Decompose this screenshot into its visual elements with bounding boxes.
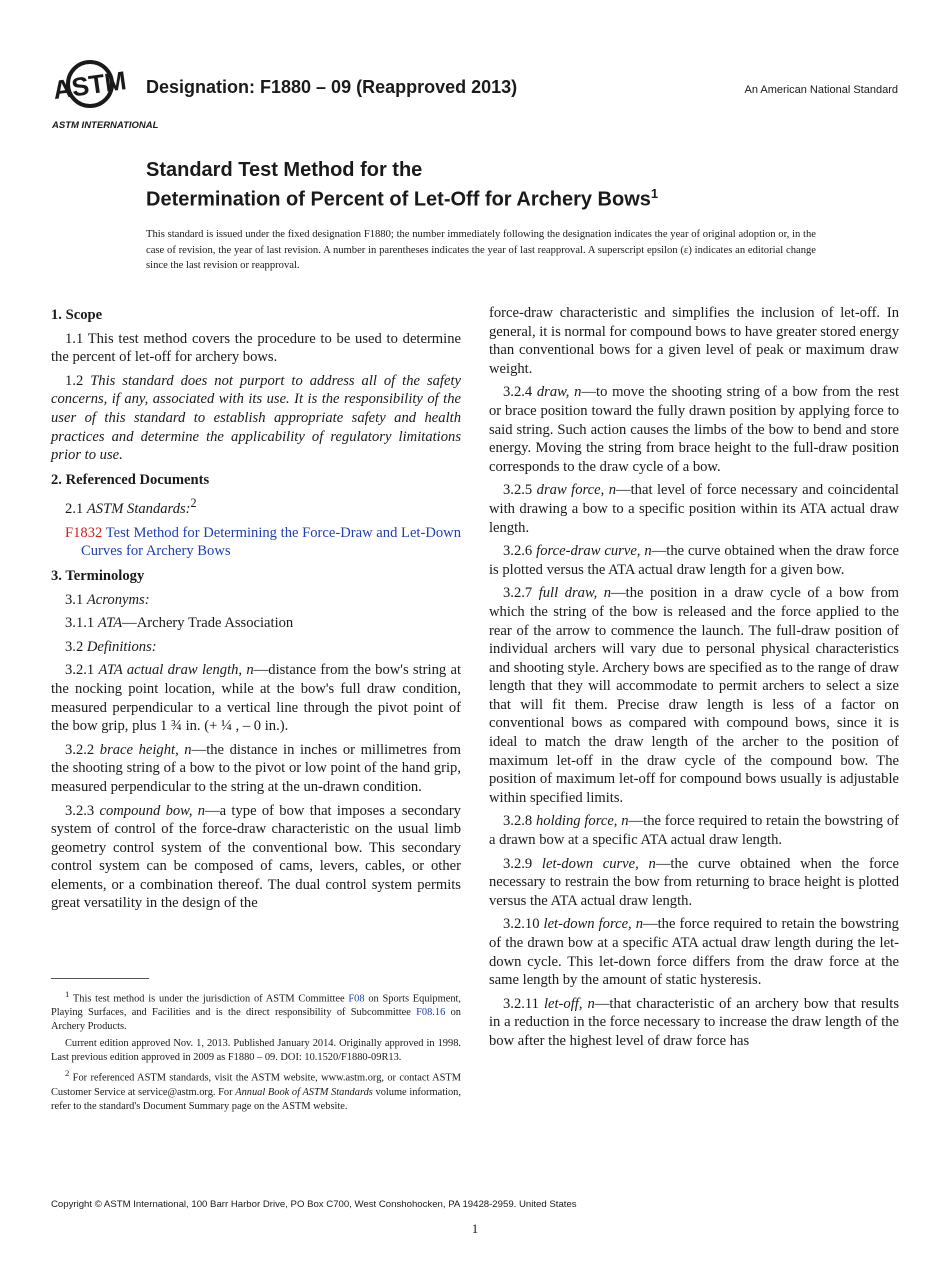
para-3-2-9-def: —the curve obtained when the force necessary to restrain the bow from returning to brace height is plotted versus the ATA actual draw length. <box>489 855 899 909</box>
american-national-standard-label: An American National Standard <box>744 84 898 96</box>
para-3-2-8 <box>489 812 899 849</box>
para-3-2-4-def: —to move the shooting string of a bow from the rest or brace position toward the fully drawn position by applying force to said string. Such action causes the limbs of the bow to bend and store energy. Moving the string from brace height to the full-draw position corresponds to the draw cycle of a bow. <box>489 384 899 475</box>
right-column <box>489 304 899 1056</box>
reference-code-link[interactable]: F1832 <box>65 524 103 541</box>
para-3-2-3-continued: force-draw characteristic and simplifies the inclusion of let-off. In general, it is normal for compound bows to have greater stored energy than conventional bows for a given level of peak or maximum draw weight. <box>489 305 899 377</box>
para-2-1-num: 2.1 <box>65 501 87 518</box>
footnote-2-mark: 2 <box>65 1068 70 1079</box>
title-line-1: Standard Test Method for the <box>146 159 423 181</box>
reference-f1832 <box>51 524 461 561</box>
para-3-1-1-num: 3.1.1 <box>65 615 98 632</box>
para-2-1-text: ASTM Standards: <box>86 501 191 518</box>
title-line-2-text: Determination of Percent of Let-Off for Archery Bows <box>146 188 651 211</box>
para-3-2-2-term: brace height, n <box>99 741 192 758</box>
footnotes <box>51 988 461 1116</box>
para-1-2 <box>51 372 461 465</box>
footnote-1-text-a: This test method is under the jurisdiction of ASTM Committee <box>69 993 349 1005</box>
para-3-2-4-num: 3.2.4 <box>503 384 537 401</box>
para-3-2-6-term: force-draw curve, n <box>536 543 652 560</box>
para-1-2-num: 1.2 <box>65 372 91 389</box>
footnote-2-italic: Annual Book of ASTM Standards <box>235 1086 373 1098</box>
para-1-1: 1.1 This test method covers the procedure to be used to determine the percent of let-off for archery bows. <box>51 330 461 366</box>
para-3-2-10 <box>489 915 899 989</box>
para-3-1-1 <box>51 614 461 633</box>
para-1-2-text: This standard does not purport to address all of the safety concerns, if any, associated with its use. It is the responsibility of the user of this standard to establish appropriate safety and health practices and determine the applicability of regulatory limitations prior to use. <box>51 372 461 464</box>
para-3-2-5-term: draw force, n <box>536 482 617 499</box>
footnote-1-mark: 1 <box>65 989 70 999</box>
para-3-2-4 <box>489 383 899 476</box>
astm-logo <box>51 58 159 131</box>
footnote-2-text-b: volume information, refer to the standard's Document Summary page on the ASTM website. <box>51 1086 461 1112</box>
para-3-2-4-term: draw, n <box>536 384 582 401</box>
para-3-2-11-term: let-off, n <box>543 995 595 1012</box>
para-3-1-1-def: —Archery Trade Association <box>122 615 294 632</box>
edition-note: Current edition approved Nov. 1, 2013. Published January 2014. Originally approved in 1998. Last previous edition approved in 2009 as F1880 – 09. DOI: 10.1520/F1880-09R13. <box>51 1037 461 1063</box>
para-3-1-text: Acronyms: <box>86 591 150 608</box>
para-3-2-1 <box>51 661 461 735</box>
para-3-2-5-def: —that level of force necessary and coincidental with drawing a bow to a specific position within its ATA actual draw length. <box>489 482 899 536</box>
page-number: 1 <box>471 1221 479 1236</box>
reference-title-link[interactable]: Test Method for Determining the Force-Draw and Let-Down Curves for Archery Bows <box>81 524 462 560</box>
scope-heading: 1. Scope <box>51 307 103 323</box>
para-3-2-3 <box>51 802 461 914</box>
committee-f08-link[interactable]: F08 <box>348 993 365 1005</box>
issuance-note: This standard is issued under the fixed designation F1880; the number immediately following the designation indicates the year of original adoption or, in the case of revision, the year of last revision. A number in parentheses indicates the year of last reapproval. A superscript epsilon (ε) indicates an editorial change since the last revision or reapproval. <box>146 229 816 271</box>
para-3-2-3-num: 3.2.3 <box>65 802 100 819</box>
para-3-2-7-num: 3.2.7 <box>503 585 539 602</box>
title-footnote-mark: 1 <box>650 186 659 201</box>
para-3-2-5-num: 3.2.5 <box>503 482 537 499</box>
para-3-2-1-term: ATA actual draw length, n <box>98 662 254 679</box>
referenced-documents-heading: 2. Referenced Documents <box>51 471 210 488</box>
footnote-2-text-a: For referenced ASTM standards, visit the ASTM website, www.astm.org, or contact ASTM Customer Service at service@astm.org. For <box>51 1072 461 1098</box>
para-3-2-11-num: 3.2.11 <box>503 995 544 1012</box>
para-3-2-8-term: holding force, n <box>535 813 629 830</box>
left-column <box>51 306 461 918</box>
svg-text:ASTM: ASTM <box>51 65 129 106</box>
footnote-1-text-c: on Archery Products. <box>51 1007 461 1033</box>
footnote-1-text-b: on Sports Equipment, Playing Surfaces, and Facilities and is the direct responsibility of Subcommittee <box>51 993 462 1019</box>
para-3-1-1-term: ATA <box>97 615 123 632</box>
para-3-2-10-term: let-down force, n <box>543 916 644 933</box>
footnote-2 <box>51 1067 461 1113</box>
para-3-2 <box>51 638 461 657</box>
para-3-1-num: 3.1 <box>65 591 87 608</box>
para-3-2-2 <box>51 741 461 797</box>
para-3-2-num: 3.2 <box>65 638 87 655</box>
para-3-2-11 <box>489 995 899 1051</box>
para-3-2-7-term: full draw, n <box>538 585 612 602</box>
para-3-2-1-def: —distance from the bow's string at the nocking point location, while at the bow's full draw condition, measured perpendicular to a vertical line through the pivot point of the bow grip, plus 1 ¾ in. (+ ¼ , – 0 in.). <box>51 662 461 735</box>
para-3-2-10-def: —the force required to retain the bowstring of the drawn bow at a specific ATA actual draw length during the let-down cycle. This let-down force differs from the draw force at the same length by the amount of static hysteresis. <box>489 916 899 989</box>
footnote-divider <box>51 978 149 979</box>
para-3-2-2-num: 3.2.2 <box>65 741 100 758</box>
copyright-notice: Copyright © ASTM International, 100 Barr Harbor Drive, PO Box C700, West Conshohocken, PA 19428-2959. United States <box>51 1199 577 1210</box>
para-3-2-2-def: —the distance in inches or millimetres from the shooting string of a bow to the pivot or low point of the hand grip, measured perpendicular to the string at the un-drawn condition. <box>51 741 461 795</box>
para-2-1-footnote-mark: 2 <box>190 496 197 511</box>
terminology-heading: 3. Terminology <box>51 567 145 584</box>
para-3-2-3-def: —a type of bow that imposes a secondary system of control of the force-draw characteristic on the usual limb geometry control system of the conventional bow. This secondary control system can be composed of cams, levers, cables, or other elements, or a combination thereof. The dual control system permits great versatility in the design of the <box>51 802 461 912</box>
para-3-2-6 <box>489 542 899 579</box>
para-3-2-3-term: compound bow, n <box>99 802 206 819</box>
para-3-2-9-term: let-down curve, n <box>541 855 656 872</box>
document-title <box>146 159 906 212</box>
title-line-2 <box>146 182 906 212</box>
para-3-2-11-def: —that characteristic of an archery bow that results in a reduction in the force necessary to increase the draw length of the bow after the highest level of draw force has <box>489 995 899 1049</box>
logo-text: ASTM INTERNATIONAL <box>52 120 159 131</box>
para-3-2-9-num: 3.2.9 <box>503 855 542 872</box>
para-3-2-8-def: —the force required to retain the bowstring of a drawn bow at a specific ATA actual draw length. <box>489 813 899 849</box>
para-3-2-5 <box>489 481 899 537</box>
para-2-1 <box>51 494 461 518</box>
para-3-2-6-def: —the curve obtained when the draw force is plotted versus the ATA actual draw length for a given bow. <box>489 543 899 578</box>
subcommittee-f08-16-link[interactable]: F08.16 <box>416 1007 446 1019</box>
para-3-2-10-num: 3.2.10 <box>503 916 544 933</box>
para-3-2-7-def: —the position in a draw cycle of a bow from which the string of the bow is released and the force applied to the rear of the arrow to commence the launch. The full-draw position of individual archers will vary due to personal physical characteristics and shooting style. Archery bows are specified as to the range of draw length that they will accommodate to permit archers to select a size that will fit them. Precise draw length is less of a factor on conventional bows as compared with compound bows, since it is ideal to match the draw length of the archer to the position of maximum let-off in the draw cycle of the compound bow. The position of maximum let-off for compound bows usually is adjustable within specified limits. <box>489 585 899 806</box>
para-3-1 <box>51 591 461 610</box>
para-3-2-6-num: 3.2.6 <box>503 543 537 560</box>
para-3-2-8-num: 3.2.8 <box>503 813 536 830</box>
para-3-2-text: Definitions: <box>86 638 157 655</box>
designation: Designation: F1880 – 09 (Reapproved 2013) <box>146 77 518 97</box>
para-3-2-9 <box>489 855 899 911</box>
footnote-1 <box>51 988 461 1034</box>
para-3-2-1-num: 3.2.1 <box>65 662 99 679</box>
para-3-2-7 <box>489 584 899 807</box>
